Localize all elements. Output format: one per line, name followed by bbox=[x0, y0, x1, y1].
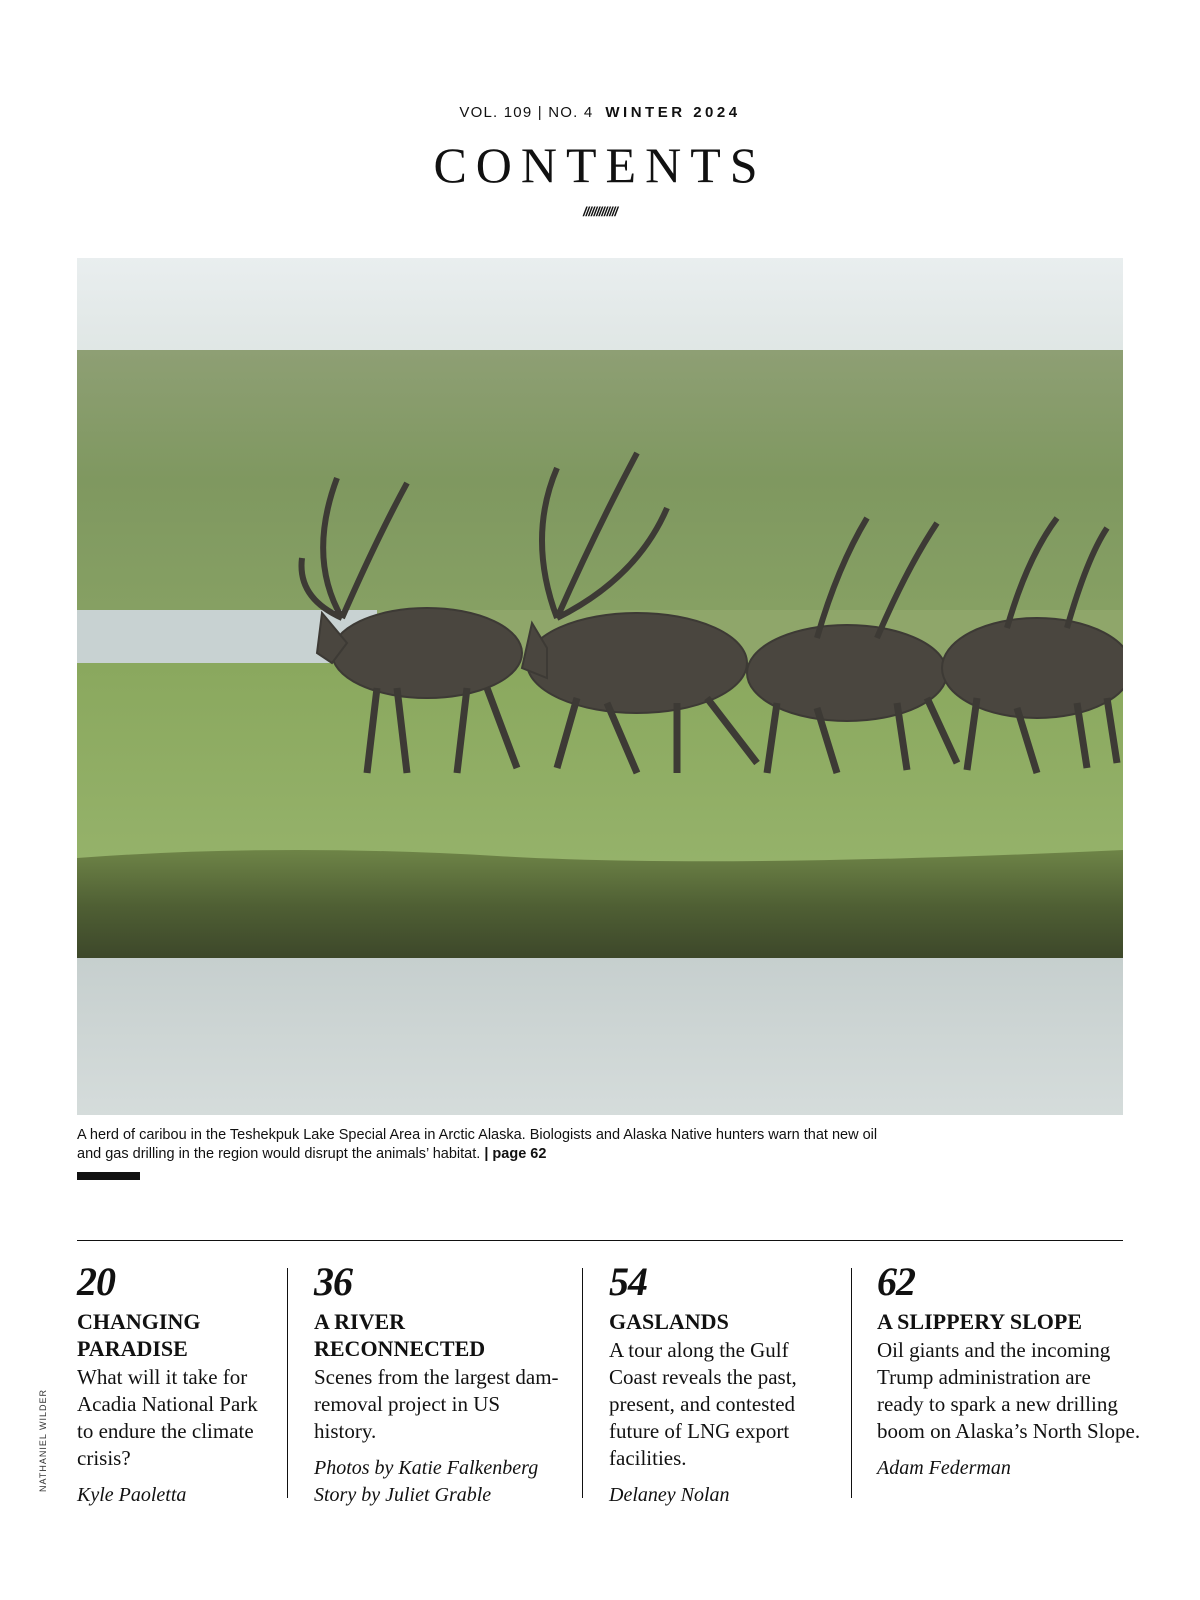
story-headline[interactable]: CHANGING PARADISE bbox=[77, 1309, 201, 1361]
story-byline: Kyle Paoletta bbox=[77, 1484, 187, 1506]
feature-photo bbox=[77, 258, 1123, 1115]
issue-season: WINTER 2024 bbox=[605, 104, 741, 121]
issue-number: VOL. 109 | NO. 4 bbox=[459, 104, 594, 121]
story-card[interactable] bbox=[314, 1259, 564, 1509]
story-headline[interactable]: A SLIPPERY SLOPE bbox=[877, 1309, 1083, 1334]
story-dek: Scenes from the largest dam-removal project in US history. bbox=[314, 1365, 559, 1443]
story-page-number: 20 bbox=[77, 1259, 115, 1304]
story-byline: Adam Federman bbox=[877, 1457, 1011, 1479]
page-title: CONTENTS bbox=[433, 137, 767, 193]
column-divider bbox=[582, 1268, 583, 1498]
story-card[interactable] bbox=[77, 1259, 267, 1509]
caption-bar bbox=[77, 1172, 140, 1180]
column-divider bbox=[851, 1268, 852, 1498]
photo-credit: NATHANIEL WILDER bbox=[38, 1388, 48, 1492]
title-ornament: ///////////// bbox=[583, 204, 617, 219]
story-byline-secondary: Story by Juliet Grable bbox=[314, 1484, 492, 1506]
story-byline: Delaney Nolan bbox=[609, 1484, 730, 1506]
caption-text: A herd of caribou in the Teshekpuk Lake Special Area in Arctic Alaska. Biologists and Alaska Native hunters warn that new oil and gas drilling in the region would disrupt the animals’ habitat. bbox=[77, 1127, 878, 1162]
story-page-number: 54 bbox=[609, 1259, 647, 1304]
photo-caption bbox=[77, 1126, 897, 1164]
caption-page-ref: | page 62 bbox=[484, 1146, 547, 1162]
story-byline: Photos by Katie Falkenberg bbox=[314, 1457, 539, 1479]
column-divider bbox=[287, 1268, 288, 1498]
story-page-number: 62 bbox=[877, 1259, 915, 1304]
story-headline[interactable]: A RIVER RECONNECTED bbox=[314, 1309, 486, 1361]
section-divider bbox=[77, 1240, 1123, 1241]
story-dek: Oil giants and the incoming Trump administration are ready to spark a new drilling boom on Alaska’s North Slope. bbox=[877, 1338, 1141, 1443]
story-dek: What will it take for Acadia National Park to endure the climate crisis? bbox=[77, 1365, 258, 1470]
story-dek: A tour along the Gulf Coast reveals the past, present, and contested future of LNG export facilities. bbox=[609, 1338, 797, 1470]
story-card[interactable] bbox=[609, 1259, 839, 1509]
story-headline[interactable]: GASLANDS bbox=[609, 1309, 729, 1334]
story-page-number: 36 bbox=[314, 1259, 352, 1304]
story-card[interactable] bbox=[877, 1259, 1142, 1482]
issue-line bbox=[0, 104, 1200, 121]
